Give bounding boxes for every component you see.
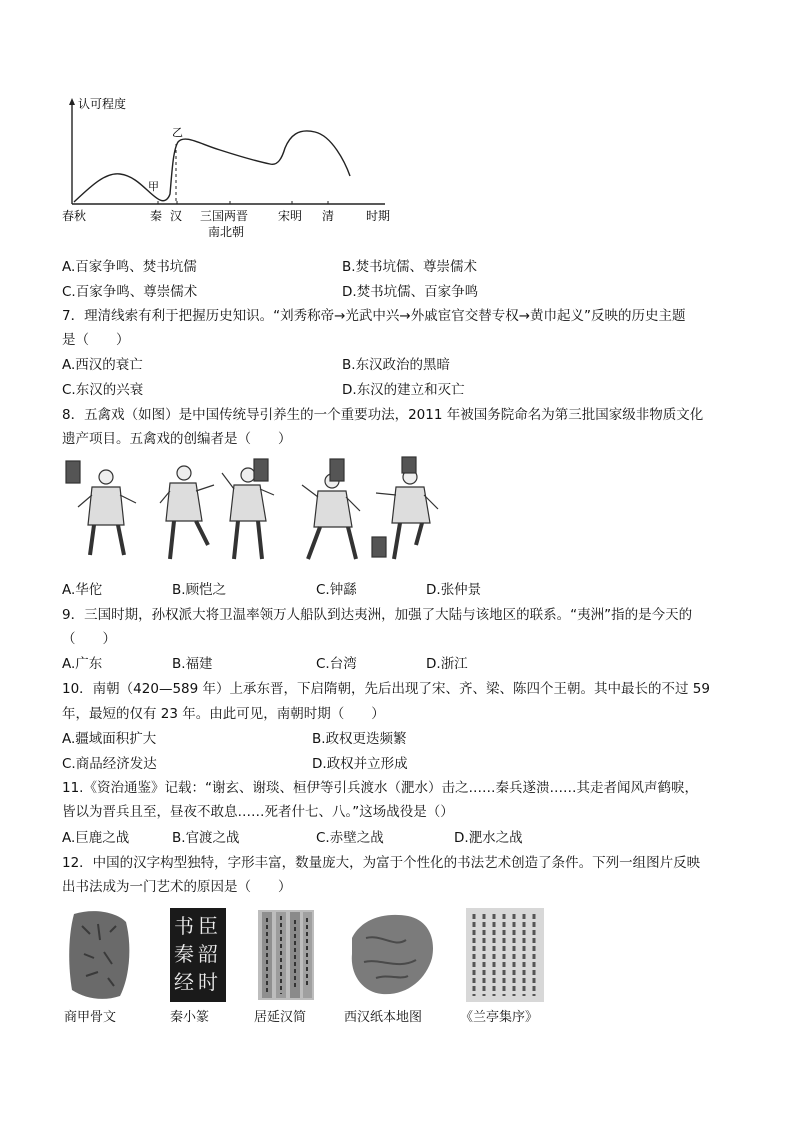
option-text: 华佗 [75,582,103,598]
option-key: B. [342,259,356,275]
tag-seal-3 [330,459,344,481]
option-text: 焚书坑儒、尊崇儒术 [355,259,478,275]
q10-option-d[interactable] [312,755,408,773]
option-key: A. [62,731,76,747]
option-key: A. [62,357,76,373]
q7-option-c[interactable] [62,381,143,399]
option-text: 百家争鸣、尊崇儒术 [75,284,198,300]
q11-option-b[interactable] [172,829,240,847]
approval-curve [74,131,350,202]
option-text: 东汉的建立和灭亡 [356,382,465,398]
option-text: 福建 [185,656,213,672]
q11-option-c[interactable] [316,829,384,847]
option-key: C. [316,656,330,672]
q11-option-a[interactable] [62,829,129,847]
option-key: B. [172,656,186,672]
option-text: 百家争鸣、焚书坑儒 [75,259,197,275]
tag-seal-4 [402,457,416,473]
caption-paper-map: 西汉纸本地图 [344,1010,423,1025]
seal-char: 韶 [198,942,218,966]
caption-juyan-slips: 居延汉简 [254,1010,307,1025]
option-text: 政权更迭频繁 [325,731,407,747]
q6-option-a[interactable] [62,258,197,276]
tick-label-chunqiu: 春秋 [62,209,87,223]
q7-option-a[interactable] [62,356,143,374]
seal-script-image [170,908,226,1002]
q9-stem-line2: （ ） [62,631,116,647]
tick-label-songming: 宋明 [278,209,303,223]
approval-chart [60,92,400,242]
option-key: C. [316,582,330,598]
q9-option-b[interactable] [172,655,213,673]
option-text: 钟繇 [329,582,357,598]
q10-option-c[interactable] [62,755,157,773]
tick-label-han: 汉 [170,209,183,223]
seal-script-chars [174,912,222,996]
q8-option-c[interactable] [316,581,357,599]
option-text: 西汉的衰亡 [75,357,143,373]
point-yi-label: 乙 [172,126,183,139]
figure-5 [372,457,438,559]
option-key: A. [62,830,76,846]
option-key: B. [172,830,186,846]
juyan-slips-image [256,908,316,1002]
option-text: 政权并立形成 [326,756,408,772]
wuqinxi-figure [62,455,452,573]
q8-stem-line2: 遗产项目。五禽戏的创编者是（ ） [62,431,292,447]
option-key: A. [62,259,76,275]
q7-stem-line1: 7．理清线索有利于把握历史知识。“刘秀称帝→光武中兴→外戚宦官交替专权→黄巾起义”反映的历史主题 [62,308,686,324]
caption-seal-script: 秦小篆 [170,1010,210,1025]
paper-map-image [346,908,438,1000]
q8-option-a[interactable] [62,581,102,599]
option-text: 赤壁之战 [329,830,384,846]
q10-option-a[interactable] [62,730,156,748]
q7-option-d[interactable] [342,381,465,399]
q11-stem-line2: 皆以为晋兵且至，昼夜不敢息……死者什七、八。”这场战役是（） [62,804,454,820]
option-text: 商品经济发达 [75,756,157,772]
figure-1 [66,461,136,555]
option-key: C. [62,382,76,398]
q9-stem-line1: 9．三国时期，孙权派大将卫温率领万人船队到达夷洲，加强了大陆与该地区的联系。“夷洲”指的是今天的 [62,607,693,623]
q12-stem-line2: 出书法成为一门艺术的原因是（ ） [62,879,292,895]
q9-option-a[interactable] [62,655,102,673]
option-key: D. [454,830,469,846]
seal-char: 经 [174,970,194,994]
seal-char: 臣 [198,914,218,938]
tick-label-qing: 清 [322,209,335,223]
option-text: 东汉的兴衰 [75,382,144,398]
option-key: C. [62,756,76,772]
q7-stem-line2: 是（ ） [62,332,130,348]
y-axis-arrow [69,98,75,105]
option-key: D. [426,582,441,598]
q6-option-b[interactable] [342,258,477,276]
lanting-manuscript [466,908,544,1002]
option-text: 疆域面积扩大 [75,731,157,747]
point-jia-label: 甲 [148,180,159,193]
oracle-bone-image [64,906,136,1002]
q9-option-d[interactable] [426,655,468,673]
option-key: B. [312,731,326,747]
x-axis-label: 时期 [366,209,391,223]
option-key: C. [316,830,330,846]
option-text: 焚书坑儒、百家争鸣 [356,284,479,300]
q8-option-d[interactable] [426,581,481,599]
option-text: 广东 [75,656,103,672]
option-text: 巨鹿之战 [75,830,130,846]
q10-option-b[interactable] [312,730,407,748]
y-axis-label: 认可程度 [78,97,127,111]
option-key: B. [172,582,186,598]
option-key: D. [342,284,357,300]
tick-label-nanbeichao: 南北朝 [208,225,245,239]
q8-stem-line1: 8．五禽戏（如图）是中国传统导引养生的一个重要功法，2011 年被国务院命名为第三批国家级非物质文化 [62,407,704,423]
option-key: D. [426,656,441,672]
tick-label-qin: 秦 [150,209,163,223]
q6-option-d[interactable] [342,283,478,301]
option-text: 浙江 [440,656,468,672]
option-text: 官渡之战 [185,830,240,846]
bamboo-slips [256,908,316,1002]
figure-2 [160,466,214,559]
option-key: A. [62,582,76,598]
caption-lanting: 《兰亭集序》 [460,1010,539,1025]
option-text: 淝水之战 [468,830,523,846]
lanting-image [466,908,544,1002]
q10-stem-line1: 10．南朝（420—589 年）上承东晋，下启隋朝，先后出现了宋、齐、梁、陈四个王朝。其中最长的不过 59 [62,681,710,697]
q11-stem-line1: 11.《资治通鉴》记载：“谢玄、谢琰、桓伊等引兵渡水（淝水）击之……秦兵遂溃……其走者闻风声鹤唳， [62,780,698,796]
option-text: 张仲景 [440,582,482,598]
option-key: D. [312,756,327,772]
caption-oracle-bone: 商甲骨文 [64,1010,117,1025]
approval-chart-svg [60,92,400,242]
oracle-bone-shape [64,906,136,1002]
figure-4 [302,459,360,559]
seal-char: 书 [174,914,194,938]
q8-option-b[interactable] [172,581,226,599]
tick-label-sanguo: 三国两晋 [200,209,249,223]
q7-option-b[interactable] [342,356,450,374]
seal-char: 时 [198,970,218,994]
q10-stem-line2: 年，最短的仅有 23 年。由此可见，南朝时期（ ） [62,706,385,722]
tag-seal-1 [66,461,80,483]
paper-map-shape [346,908,438,1000]
q12-stem-line1: 12．中国的汉字构型独特，字形丰富，数量庞大，为富于个性化的书法艺术创造了条件。下列一组图片反映 [62,855,701,871]
option-key: B. [342,357,356,373]
tag-seal-5 [372,537,386,557]
q9-option-c[interactable] [316,655,357,673]
wuqinxi-illustration [62,455,452,573]
option-key: C. [62,284,76,300]
option-key: A. [62,656,76,672]
option-key: D. [342,382,357,398]
figure-3 [222,459,274,559]
q11-option-d[interactable] [454,829,523,847]
tag-seal-2 [254,459,268,481]
option-text: 顾恺之 [185,582,227,598]
seal-char: 秦 [174,942,194,966]
option-text: 东汉政治的黑暗 [355,357,451,373]
q6-option-c[interactable] [62,283,197,301]
option-text: 台湾 [329,656,357,672]
